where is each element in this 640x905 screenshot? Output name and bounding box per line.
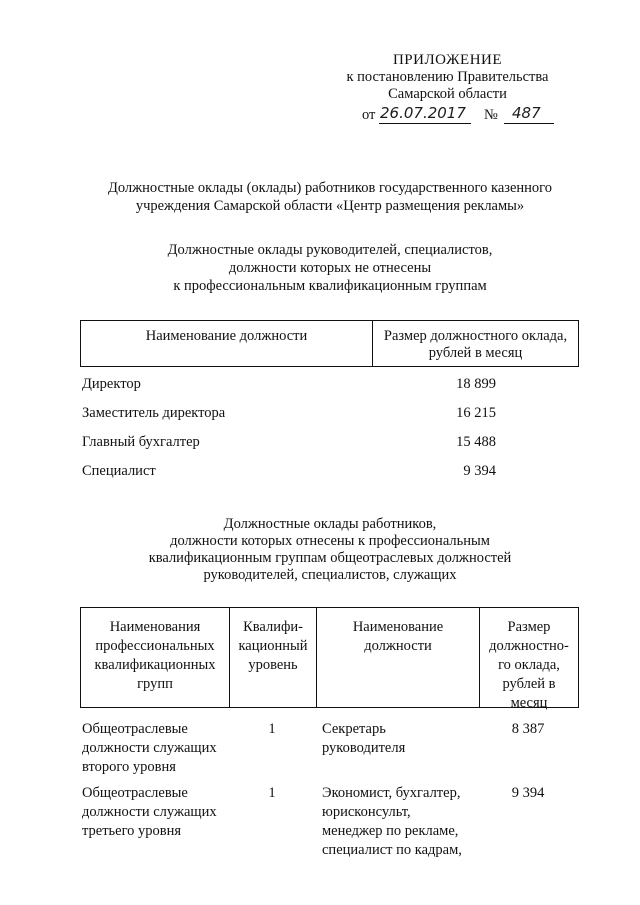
table2-row-2-level: 1 <box>268 785 276 801</box>
table2-col-salary-line: Размер <box>507 619 551 635</box>
table2-row-2-position-line: менеджер по рекламе, <box>322 823 459 839</box>
section1-title-line-2: должности которых не отнесены <box>228 260 432 276</box>
table2-row-2-group-line: должности служащих <box>82 804 217 820</box>
table1-row-2-salary: 16 215 <box>456 405 496 421</box>
table2-col-position-line: должности <box>364 638 432 654</box>
table2-col-salary-line: месяц <box>510 695 548 711</box>
table2-col-salary <box>480 618 578 713</box>
table1-row-4-position: Специалист <box>82 463 156 479</box>
table1-row-3-position: Главный бухгалтер <box>82 434 200 450</box>
table2-row-1-salary: 8 387 <box>511 721 545 737</box>
table2-row-1-position-line: руководителя <box>322 740 406 756</box>
table2-row-1-group-line: Общеотраслевые <box>82 721 188 737</box>
table1-row-2-position: Заместитель директора <box>82 405 226 421</box>
date-underline <box>379 123 471 124</box>
table2-col-salary-line: рублей в <box>502 676 556 692</box>
table2-col-groups-line: квалификационных <box>94 657 216 673</box>
from-label: от <box>362 107 376 123</box>
table1-header <box>80 320 579 367</box>
table2-col-salary-line: го оклада, <box>498 657 560 673</box>
table2-col-level <box>230 618 316 675</box>
table2-col-level-line: Квалифи- <box>243 619 303 635</box>
appendix-date-number <box>362 104 562 127</box>
table2-row-2-positions <box>322 784 462 860</box>
table1-row-1-position: Директор <box>82 376 141 392</box>
table2-row-2-position-line: Экономист, бухгалтер, <box>322 785 461 801</box>
appendix-title: ПРИЛОЖЕНИЕ <box>392 52 503 68</box>
section2-title-line-1: Должностные оклады работников, <box>223 516 437 532</box>
table2-row-1-group-line: второго уровня <box>82 759 176 775</box>
table2-row-2-salary: 9 394 <box>511 785 545 801</box>
number-label: № <box>484 107 498 123</box>
table2-row-2-group-line: Общеотраслевые <box>82 785 188 801</box>
table1-row-4-salary: 9 394 <box>463 463 496 479</box>
table2-col-level-line: кационный <box>238 638 308 654</box>
table2-col-groups-line: групп <box>137 676 173 692</box>
appendix-line-1: к постановлению Правительства <box>346 69 549 85</box>
table2-col-salary-line: должностно- <box>489 638 569 654</box>
table2-col-groups-line: Наименования <box>109 619 201 635</box>
table2-header <box>80 607 579 711</box>
appendix-header <box>340 52 555 103</box>
table1-col-position: Наименование должности <box>145 328 308 344</box>
table2-col-position-line: Наименование <box>352 619 444 635</box>
section2-title-line-4: руководителей, специалистов, служащих <box>203 567 457 583</box>
document-title-line-1: Должностные оклады (оклады) работников государственного казенного <box>107 180 553 196</box>
table2-row-2-group-line: третьего уровня <box>82 823 182 839</box>
table1-col-salary-line1: Размер должностного оклада, <box>383 328 568 344</box>
table2-col-groups-line: профессиональных <box>95 638 215 654</box>
number-underline <box>504 123 554 124</box>
table2-row-2-position-line: специалист по кадрам, <box>322 842 462 858</box>
handwritten-date: 26.07.2017 <box>380 104 466 122</box>
handwritten-number: 487 <box>512 104 541 122</box>
table1-col-salary <box>373 328 578 362</box>
section2-title-line-2: должности которых отнесены к профессиональным <box>170 533 490 549</box>
section2-title-line-3: квалификационным группам общеотраслевых должностей <box>148 550 512 566</box>
table2-row-1-position-line: Секретарь <box>322 721 386 737</box>
table2-col-groups <box>81 618 229 694</box>
table2-row-2-group <box>82 784 217 841</box>
appendix-line-2: Самарской области <box>388 86 507 102</box>
table1-row-3-salary: 15 488 <box>456 434 496 450</box>
table2-row-1-positions <box>322 720 405 758</box>
table2-col-position <box>317 618 479 656</box>
table2-row-1-group <box>82 720 217 777</box>
table1-row-1-salary: 18 899 <box>456 376 496 392</box>
table2-col-level-line: уровень <box>248 657 298 673</box>
table1-col-salary-line2: рублей в месяц <box>428 345 523 361</box>
table2-row-2-position-line: юрисконсульт, <box>322 804 411 820</box>
section1-title-line-1: Должностные оклады руководителей, специалистов, <box>167 242 493 258</box>
table2-row-1-group-line: должности служащих <box>82 740 217 756</box>
document-title-line-2: учреждения Самарской области «Центр размещения рекламы» <box>135 198 525 214</box>
table2-row-1-level: 1 <box>268 721 276 737</box>
section1-title-line-3: к профессиональным квалификационным группам <box>173 278 487 294</box>
